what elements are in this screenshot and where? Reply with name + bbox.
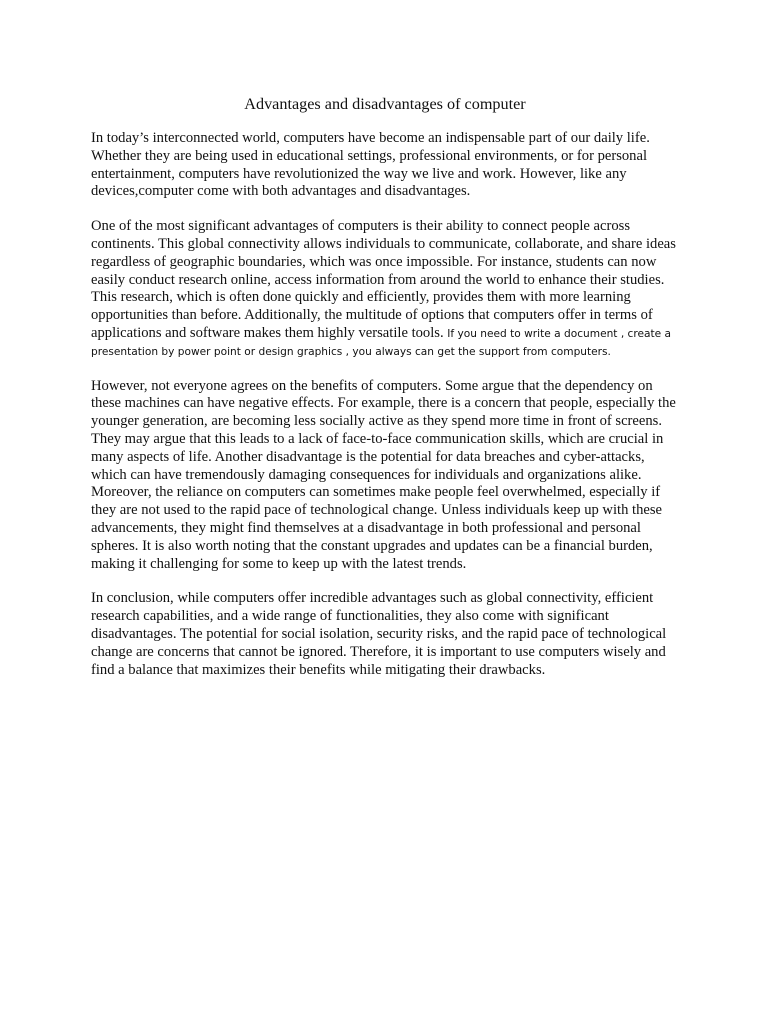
document-body: [91, 94, 679, 696]
paragraph-advantages-small-text: If you need to write a document , create a presentation by power point or design graphics , you always can get the support from computers.: [91, 327, 672, 358]
paragraph-conclusion: In conclusion, while computers offer incredible advantages such as global connectivity, efficient research capabilities, and a wide range of functionalities, they also come with significant disadvantages. The potential for social isolation, security risks, and the rapid pace of technological change are concerns that cannot be ignored. Therefore, it is important to use computers wisely and find a balance that maximizes their benefits while mitigating their drawbacks.: [91, 590, 667, 678]
paragraph-intro: In today’s interconnected world, computers have become an indispensable part of our daily life. Whether they are being used in educational settings, professional environments, or for personal entertainment, computers have revolutionized the way we live and work. However, like any devices,computer come with both advantages and disadvantages.: [91, 130, 650, 200]
paragraph-disadvantages: However, not everyone agrees on the benefits of computers. Some argue that the dependency on these machines can have negative effects. For example, there is a concern that people, especially the younger generation, are becoming less socially active as they spend more time in front of screens. They may argue that this leads to a lack of face-to-face communication skills, which are crucial in many aspects of life. Another disadvantage is the potential for data breaches and cyber-attacks, which can have tremendously damaging consequences for individuals and organizations alike. Moreover, the reliance on computers can sometimes make people feel overwhelmed, especially if they are not used to the rapid pace of technological change. Unless individuals keep up with these advancements, they might find themselves at a disadvantage in both professional and personal spheres. It is also worth noting that the constant upgrades and updates can be a financial burden, making it challenging for some to keep up with the latest trends.: [91, 377, 676, 572]
paragraph-advantages: [91, 218, 679, 360]
paragraph-advantages-main-text: One of the most significant advantages of computers is their ability to connect people across continents. This global connectivity allows individuals to communicate, collaborate, and share ideas regardless of geographic boundaries, which was once impossible. For instance, students can now easily conduct research online, access information from around the world to enhance their studies. This research, which is often done quickly and efficiently, provides them with more learning opportunities than before. Additionally, the multitude of options that computers offer in terms of applications and software makes them highly versatile tools.: [91, 218, 676, 341]
document-title: Advantages and disadvantages of computer: [244, 95, 526, 113]
